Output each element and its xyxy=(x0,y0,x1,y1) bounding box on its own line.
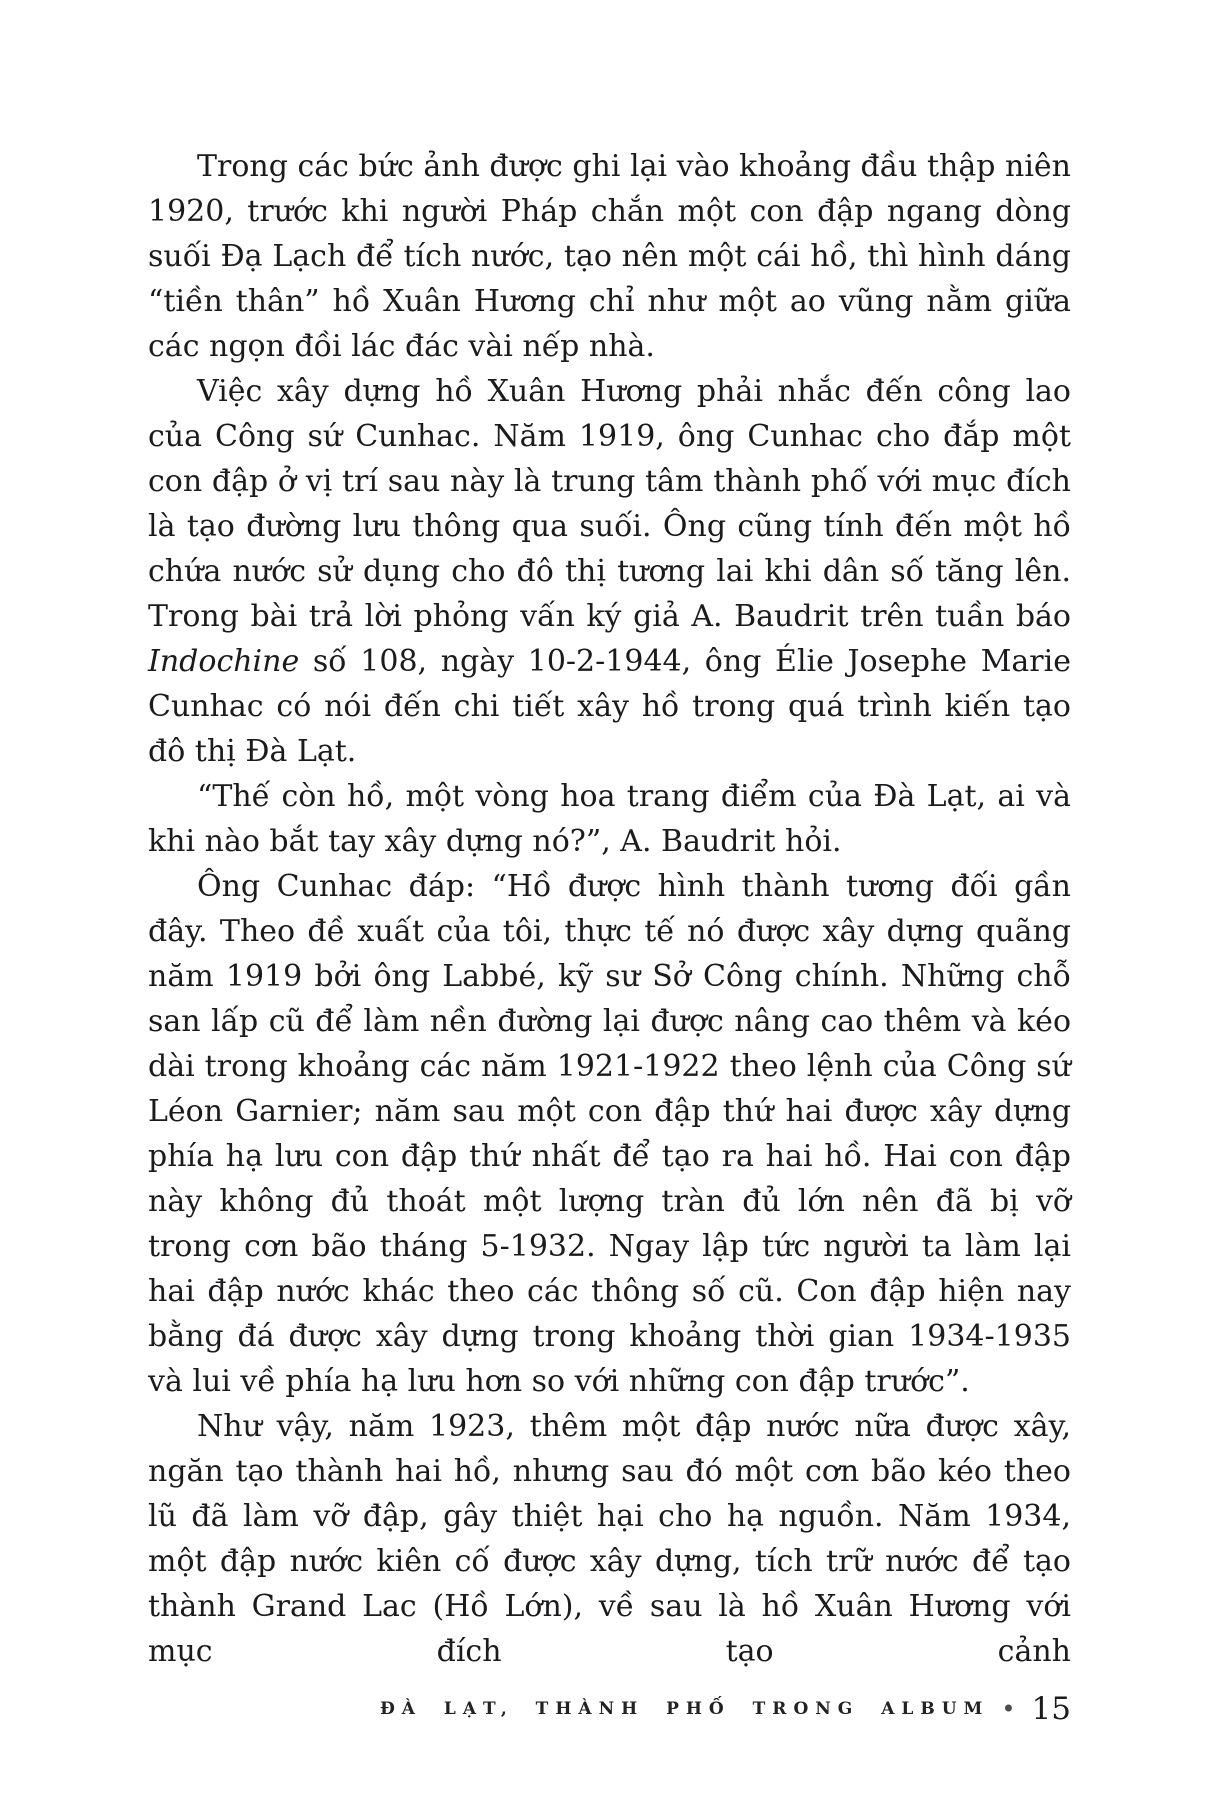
text-run: Ông Cunhac đáp: “Hồ được hình thành tương đối gần đây. Theo đề xuất của tôi, thực tế nó được xây dựng quãng năm 1919 bởi ông Labbé, kỹ sư Sở Công chính. Những chỗ san lấp cũ để làm nền đường lại được nâng cao thêm và kéo dài trong khoảng các năm 1921-1922 theo lệnh của Công sứ Léon Garnier; năm sau một con đập thứ hai được xây dựng phía hạ lưu con đập thứ nhất để tạo ra hai hồ. Hai con đập này không đủ thoát một lượng tràn đủ lớn nên đã bị vỡ trong cơn bão tháng 5-1932. Ngay lập tức người ta làm lại hai đập nước khác theo các thông số cũ. Con đập hiện nay bằng đá được xây dựng trong khoảng thời gian 1934-1935 và lui về phía hạ lưu hơn so với những con đập trước”. xyxy=(148,869,1071,1399)
paragraph-4 xyxy=(148,864,1071,1404)
page-footer xyxy=(380,1691,1071,1727)
text-run: số 108, ngày 10-2-1944, ông Élie Josephe Marie Cunhac có nói đến chi tiết xây hồ trong quá trình kiến tạo đô thị Đà Lạt. xyxy=(148,644,1071,769)
running-title: ĐÀ LẠT, THÀNH PHỐ TRONG ALBUM xyxy=(379,1699,990,1719)
text-run: “Thế còn hồ, một vòng hoa trang điểm của Đà Lạt, ai và khi nào bắt tay xây dựng nó?”, A. Baudrit hỏi. xyxy=(148,779,1071,859)
paragraph-2 xyxy=(148,369,1071,774)
page-body xyxy=(148,144,1071,1674)
text-run: Trong các bức ảnh được ghi lại vào khoảng đầu thập niên 1920, trước khi người Pháp chắn một con đập ngang dòng suối Đạ Lạch để tích nước, tạo nên một cái hồ, thì hình dáng “tiền thân” hồ Xuân Hương chỉ như một ao vũng nằm giữa các ngọn đồi lác đác vài nếp nhà. xyxy=(148,149,1071,364)
footer-bullet-separator: • xyxy=(1001,1695,1016,1723)
paragraph-1 xyxy=(148,144,1071,369)
text-run: Như vậy, năm 1923, thêm một đập nước nữa được xây, ngăn tạo thành hai hồ, nhưng sau đó một cơn bão kéo theo lũ đã làm vỡ đập, gây thiệt hại cho hạ nguồn. Năm 1934, một đập nước kiên cố được xây dựng, tích trữ nước để tạo thành Grand Lac (Hồ Lớn), về sau là hồ Xuân Hương với mục đích tạo cảnh xyxy=(148,1409,1071,1669)
paragraph-5 xyxy=(148,1404,1071,1674)
page-number: 15 xyxy=(1031,1691,1071,1727)
text-run: Việc xây dựng hồ Xuân Hương phải nhắc đến công lao của Công sứ Cunhac. Năm 1919, ông Cunhac cho đắp một con đập ở vị trí sau này là trung tâm thành phố với mục đích là tạo đường lưu thông qua suối. Ông cũng tính đến một hồ chứa nước sử dụng cho đô thị tương lai khi dân số tăng lên. Trong bài trả lời phỏng vấn ký giả A. Baudrit trên tuần báo xyxy=(148,374,1071,634)
italic-publication-name: Indochine xyxy=(148,644,300,679)
paragraph-3 xyxy=(148,774,1071,864)
